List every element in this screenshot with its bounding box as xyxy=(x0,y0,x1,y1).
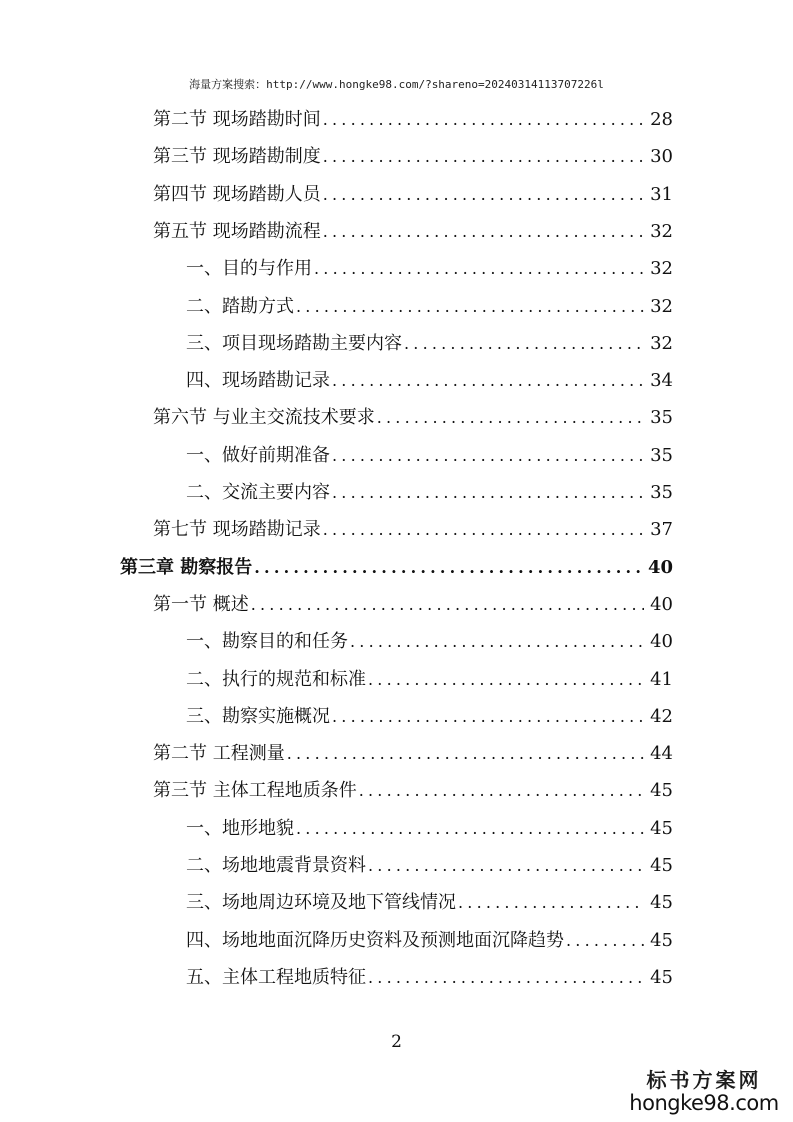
toc-leader-dots xyxy=(332,437,644,474)
toc-entry-page: 45 xyxy=(650,780,673,802)
toc-leader-dots xyxy=(458,884,644,921)
toc-leader-dots xyxy=(323,101,644,138)
toc-entry-label: 三、勘察实施概况 xyxy=(186,705,330,727)
toc-leader-dots xyxy=(323,138,644,175)
toc-entry-sub xyxy=(186,288,673,325)
toc-entry-page: 41 xyxy=(650,668,673,690)
toc-entry-page: 34 xyxy=(650,370,673,392)
watermark-title: 标书方案网 xyxy=(646,1068,762,1092)
toc-leader-dots xyxy=(332,474,644,511)
toc-entry-label: 三、场地周边环境及地下管线情况 xyxy=(186,892,456,914)
toc-leader-dots xyxy=(287,735,644,772)
toc-entry-sub xyxy=(186,362,673,399)
toc-leader-dots xyxy=(296,810,644,847)
toc-entry-page: 28 xyxy=(650,109,673,130)
toc-leader-dots xyxy=(566,922,644,959)
toc-entry-chapter xyxy=(120,549,673,586)
toc-entry-sub xyxy=(186,437,673,474)
toc-entry-sub xyxy=(186,250,673,287)
toc-entry-label: 第五节 现场踏勘流程 xyxy=(153,220,321,242)
site-watermark xyxy=(629,1070,779,1114)
toc-entry-page: 32 xyxy=(650,258,673,280)
watermark-url: hongke98.com xyxy=(629,1091,779,1115)
toc-entry-label: 第二节 现场踏勘时间 xyxy=(153,109,321,130)
toc-entry-sub xyxy=(186,474,673,511)
toc-leader-dots xyxy=(332,362,644,399)
toc-leader-dots xyxy=(377,399,644,436)
toc-entry-sub xyxy=(186,325,673,362)
header-source-note: 海量方案搜索：http://www.hongke98.com/?shareno=20240314113707226l xyxy=(189,78,604,91)
toc-entry-label: 四、场地地面沉降历史资料及预测地面沉降趋势 xyxy=(186,929,564,951)
toc-entry-page: 32 xyxy=(650,220,673,242)
toc-entry-page: 31 xyxy=(650,183,673,205)
toc-entry-page: 40 xyxy=(650,631,673,653)
toc-entry-page: 45 xyxy=(650,855,673,876)
toc-entry-section xyxy=(153,586,673,623)
toc-entry-label: 一、地形地貌 xyxy=(186,817,294,839)
toc-entry-label: 二、交流主要内容 xyxy=(186,482,330,503)
toc-entry-sub xyxy=(186,959,673,996)
toc-entry-sub xyxy=(186,847,673,884)
toc-entry-sub xyxy=(186,698,673,735)
toc-leader-dots xyxy=(368,959,644,996)
toc-entry-page: 45 xyxy=(650,966,673,988)
toc-entry-section xyxy=(153,511,673,548)
toc-entry-section xyxy=(153,735,673,772)
toc-entry-label: 第六节 与业主交流技术要求 xyxy=(153,407,375,429)
toc-leader-dots xyxy=(332,698,644,735)
toc-leader-dots xyxy=(314,250,644,287)
toc-entry-page: 45 xyxy=(650,929,673,951)
toc-leader-dots xyxy=(350,623,644,660)
toc-entry-page: 44 xyxy=(650,743,673,765)
toc-entry-section xyxy=(153,399,673,436)
toc-entry-label: 第三节 现场踏勘制度 xyxy=(153,146,321,168)
toc-entry-label: 一、做好前期准备 xyxy=(186,444,330,466)
toc-entry-page: 30 xyxy=(650,146,673,168)
toc-entry-page: 35 xyxy=(650,482,673,503)
toc-leader-dots xyxy=(251,586,644,623)
toc-entry-label: 第一节 概述 xyxy=(153,593,249,615)
toc-leader-dots xyxy=(368,847,644,884)
toc-entry-page: 35 xyxy=(650,444,673,466)
page-number: 2 xyxy=(391,1032,402,1052)
toc-entry-section xyxy=(153,101,673,138)
toc-entry-label: 五、主体工程地质特征 xyxy=(186,966,366,988)
toc-entry-page: 42 xyxy=(650,705,673,727)
toc-leader-dots xyxy=(368,661,644,698)
toc-leader-dots xyxy=(359,772,644,809)
toc-leader-dots xyxy=(323,176,644,213)
toc-entry-label: 三、项目现场踏勘主要内容 xyxy=(186,332,402,354)
toc-entry-page: 45 xyxy=(650,892,673,914)
toc-entry-page: 45 xyxy=(650,817,673,839)
toc-leader-dots xyxy=(323,213,644,250)
toc-entry-label: 二、场地地震背景资料 xyxy=(186,855,366,876)
toc-entry-sub xyxy=(186,922,673,959)
toc-entry-page: 32 xyxy=(650,295,673,317)
toc-entry-label: 四、现场踏勘记录 xyxy=(186,370,330,392)
toc-entry-label: 一、勘察目的和任务 xyxy=(186,631,348,653)
toc-entry-label: 第三章 勘察报告 xyxy=(120,556,253,578)
toc-entry-page: 35 xyxy=(650,407,673,429)
toc-entry-page: 40 xyxy=(650,593,673,615)
toc-entry-label: 一、目的与作用 xyxy=(186,258,312,280)
toc-entry-page: 37 xyxy=(650,519,673,541)
toc-leader-dots xyxy=(323,511,644,548)
toc-entry-section xyxy=(153,772,673,809)
toc-entry-label: 第七节 现场踏勘记录 xyxy=(153,519,321,541)
toc-entry-section xyxy=(153,138,673,175)
toc-entry-section xyxy=(153,213,673,250)
toc-entry-label: 第二节 工程测量 xyxy=(153,743,285,765)
toc-entry-section xyxy=(153,176,673,213)
toc-entry-sub xyxy=(186,810,673,847)
toc-leader-dots xyxy=(404,325,644,362)
toc-entry-sub xyxy=(186,884,673,921)
toc-entry-label: 二、踏勘方式 xyxy=(186,295,294,317)
toc-entry-label: 第三节 主体工程地质条件 xyxy=(153,780,357,802)
toc-leader-dots xyxy=(296,288,644,325)
toc-leader-dots xyxy=(254,549,642,586)
toc-entry-label: 第四节 现场踏勘人员 xyxy=(153,183,321,205)
toc-entry-sub xyxy=(186,661,673,698)
toc-entry-page: 40 xyxy=(647,556,673,578)
toc-entry-label: 二、执行的规范和标准 xyxy=(186,668,366,690)
toc-entry-sub xyxy=(186,623,673,660)
toc-entry-page: 32 xyxy=(650,332,673,354)
